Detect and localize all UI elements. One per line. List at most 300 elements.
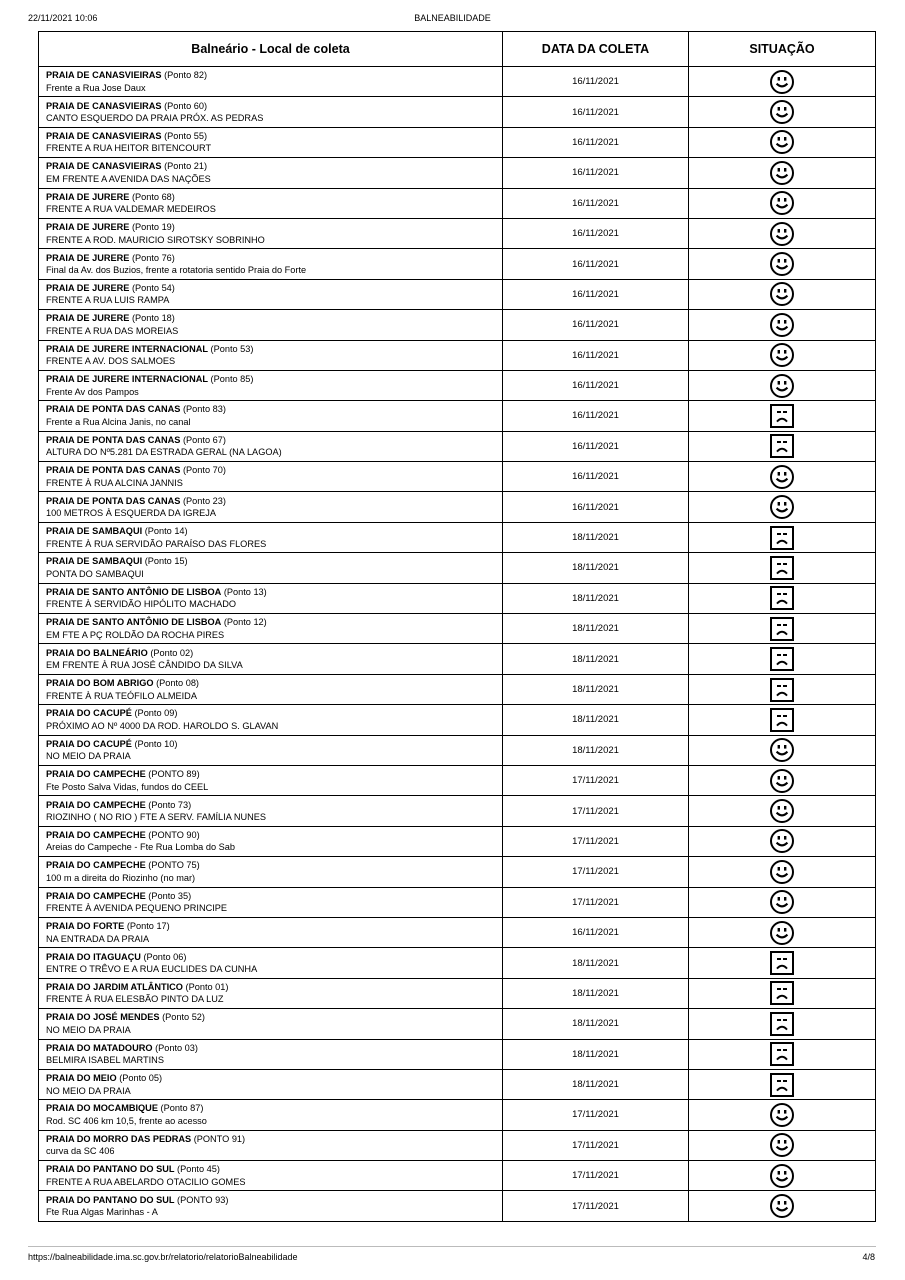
location-cell — [39, 978, 503, 1008]
beach-name: PRAIA DO PANTANO DO SUL — [46, 1194, 175, 1205]
table-row — [39, 705, 876, 735]
status-cell — [689, 583, 876, 613]
status-cell — [689, 948, 876, 978]
collection-location: FRENTE À RUA TEÓFILO ALMEIDA — [46, 690, 197, 701]
status-cell — [689, 887, 876, 917]
table-row — [39, 401, 876, 431]
location-cell — [39, 765, 503, 795]
collection-location: FRENTE A RUA LUIS RAMPA — [46, 295, 170, 306]
collection-date: 16/11/2021 — [503, 97, 689, 127]
status-cell — [689, 279, 876, 309]
table-row — [39, 97, 876, 127]
collection-date: 16/11/2021 — [503, 218, 689, 248]
status-cell — [689, 1069, 876, 1099]
collection-date: 17/11/2021 — [503, 887, 689, 917]
collection-date: 18/11/2021 — [503, 553, 689, 583]
point-id: (Ponto 13) — [223, 586, 267, 597]
beach-name: PRAIA DE JURERE — [46, 313, 130, 324]
collection-location: FRENTE À SERVIDÃO HIPÓLITO MACHADO — [46, 599, 237, 610]
beach-name: PRAIA DE SAMBAQUI — [46, 556, 143, 567]
collection-date: 17/11/2021 — [503, 857, 689, 887]
point-id: (PONTO 89) — [148, 769, 200, 780]
table-row — [39, 887, 876, 917]
beach-name: PRAIA DO CAMPECHE — [46, 799, 146, 810]
location-cell — [39, 1039, 503, 1069]
status-cell — [689, 1191, 876, 1221]
collection-location: Final da Av. dos Buzios, frente a rotatoria sentido Praia do Forte — [46, 265, 307, 276]
point-id: (Ponto 14) — [144, 526, 188, 537]
beach-name: PRAIA DO JOSÉ MENDES — [46, 1012, 160, 1023]
beach-name: PRAIA DO MEIO — [46, 1073, 117, 1084]
smiley-icon — [689, 221, 875, 247]
collection-location: ENTRE O TRÊVO E A RUA EUCLIDES DA CUNHA — [46, 964, 258, 975]
sad-square-icon — [689, 433, 875, 459]
status-cell — [689, 188, 876, 218]
collection-location: Frente a Rua Jose Daux — [46, 82, 146, 93]
location-cell — [39, 67, 503, 97]
beach-name: PRAIA DO MOCAMBIQUE — [46, 1103, 158, 1114]
beach-name: PRAIA DO CAMPECHE — [46, 829, 146, 840]
location-cell — [39, 279, 503, 309]
collection-location: BELMIRA ISABEL MARTINS — [46, 1055, 164, 1066]
print-url: https://balneabilidade.ima.sc.gov.br/relatorio/relatorioBalneabilidade — [28, 1252, 298, 1262]
collection-location: FRENTE À RUA ELESBÃO PINTO DA LUZ — [46, 994, 224, 1005]
collection-location: EM FTE A PÇ ROLDÃO DA ROCHA PIRES — [46, 629, 225, 640]
location-cell — [39, 796, 503, 826]
location-cell — [39, 826, 503, 856]
point-id: (Ponto 09) — [134, 708, 178, 719]
column-header-status: SITUAÇÃO — [689, 32, 876, 67]
collection-location: 100 m a direita do Riozinho (no mar) — [46, 872, 196, 883]
table-row — [39, 188, 876, 218]
point-id: (Ponto 70) — [182, 465, 226, 476]
table-row — [39, 522, 876, 552]
status-cell — [689, 67, 876, 97]
point-id: (Ponto 53) — [210, 343, 254, 354]
collection-date: 17/11/2021 — [503, 1161, 689, 1191]
status-cell — [689, 857, 876, 887]
status-cell — [689, 765, 876, 795]
location-cell — [39, 522, 503, 552]
collection-location: Frente a Rua Alcina Janis, no canal — [46, 416, 191, 427]
smiley-icon — [689, 737, 875, 763]
point-id: (Ponto 82) — [164, 70, 208, 81]
status-cell — [689, 644, 876, 674]
collection-date: 16/11/2021 — [503, 401, 689, 431]
collection-date: 17/11/2021 — [503, 1100, 689, 1130]
point-id: (Ponto 87) — [160, 1103, 204, 1114]
point-id: (Ponto 19) — [131, 222, 175, 233]
collection-location: ALTURA DO Nº5.281 DA ESTRADA GERAL (NA LAGOA) — [46, 447, 282, 458]
collection-date: 18/11/2021 — [503, 1009, 689, 1039]
collection-location: RIOZINHO ( NO RIO ) FTE A SERV. FAMÍLIA NUNES — [46, 812, 267, 823]
collection-location: FRENTE A RUA VALDEMAR MEDEIROS — [46, 204, 216, 215]
sad-square-icon — [689, 1011, 875, 1037]
collection-date: 16/11/2021 — [503, 279, 689, 309]
collection-date: 18/11/2021 — [503, 1039, 689, 1069]
point-id: (Ponto 52) — [162, 1012, 205, 1023]
collection-location: PRÓXIMO AO Nº 4000 DA ROD. HAROLDO S. GLAVAN — [46, 720, 279, 731]
smiley-icon — [689, 69, 875, 95]
table-row — [39, 67, 876, 97]
table-row — [39, 431, 876, 461]
location-cell — [39, 1191, 503, 1221]
sad-square-icon — [689, 646, 875, 672]
smiley-icon — [689, 160, 875, 186]
point-id: (Ponto 67) — [182, 434, 226, 445]
table-row — [39, 1130, 876, 1160]
smiley-icon — [689, 190, 875, 216]
footer-divider — [28, 1246, 876, 1247]
table-header-row — [39, 32, 876, 67]
table-row — [39, 1009, 876, 1039]
collection-date: 18/11/2021 — [503, 1069, 689, 1099]
collection-location: EM FRENTE A AVENIDA DAS NAÇÕES — [46, 173, 211, 184]
point-id: (PONTO 75) — [148, 860, 200, 871]
beach-name: PRAIA DO BALNEÁRIO — [46, 647, 148, 658]
collection-location: 100 METROS À ESQUERDA DA IGREJA — [46, 508, 217, 519]
collection-location: PONTA DO SAMBAQUI — [46, 568, 144, 579]
table-row — [39, 978, 876, 1008]
collection-location: FRENTE A RUA DAS MOREIAS — [46, 325, 179, 336]
collection-date: 17/11/2021 — [503, 765, 689, 795]
status-cell — [689, 97, 876, 127]
beach-name: PRAIA DO ITAGUAÇU — [46, 951, 141, 962]
status-cell — [689, 796, 876, 826]
collection-location: FRENTE À RUA ALCINA JANNIS — [46, 477, 183, 488]
collection-date: 16/11/2021 — [503, 370, 689, 400]
point-id: (Ponto 76) — [131, 252, 175, 263]
table-row — [39, 462, 876, 492]
status-cell — [689, 614, 876, 644]
collection-date: 18/11/2021 — [503, 583, 689, 613]
collection-date: 18/11/2021 — [503, 705, 689, 735]
point-id: (Ponto 85) — [210, 374, 254, 385]
sad-square-icon — [689, 585, 875, 611]
collection-location: NO MEIO DA PRAIA — [46, 1024, 131, 1035]
collection-location: NO MEIO DA PRAIA — [46, 751, 131, 762]
table-row — [39, 1161, 876, 1191]
collection-location: Fte Posto Salva Vidas, fundos do CEEL — [46, 781, 209, 792]
point-id: (Ponto 03) — [155, 1042, 198, 1053]
location-cell — [39, 917, 503, 947]
table-row — [39, 796, 876, 826]
point-id: (Ponto 05) — [119, 1073, 163, 1084]
location-cell — [39, 310, 503, 340]
smiley-icon — [689, 99, 875, 125]
point-id: (Ponto 35) — [148, 890, 192, 901]
smiley-icon — [689, 494, 875, 520]
table-row — [39, 492, 876, 522]
status-cell — [689, 310, 876, 340]
smiley-icon — [689, 1102, 875, 1128]
collection-location: CANTO ESQUERDO DA PRAIA PRÓX. AS PEDRAS — [46, 113, 264, 124]
collection-date: 18/11/2021 — [503, 644, 689, 674]
beach-name: PRAIA DE SAMBAQUI — [46, 526, 143, 537]
collection-location: FRENTE A RUA HEITOR BITENCOURT — [46, 143, 212, 154]
point-id: (PONTO 91) — [193, 1133, 246, 1144]
beach-name: PRAIA DE JURERE INTERNACIONAL — [46, 374, 208, 385]
location-cell — [39, 462, 503, 492]
beach-name: PRAIA DO JARDIM ATLÂNTICO — [46, 981, 183, 992]
sad-square-icon — [689, 707, 875, 733]
beach-name: PRAIA DE CANASVIEIRAS — [46, 70, 162, 81]
point-id: (Ponto 01) — [185, 981, 229, 992]
beach-name: PRAIA DE SANTO ANTÔNIO DE LISBOA — [46, 617, 222, 628]
location-cell — [39, 948, 503, 978]
collection-date: 18/11/2021 — [503, 614, 689, 644]
status-cell — [689, 522, 876, 552]
table-row — [39, 1039, 876, 1069]
beach-name: PRAIA DO MORRO DAS PEDRAS — [46, 1133, 192, 1144]
sad-square-icon — [689, 1041, 875, 1067]
status-cell — [689, 1009, 876, 1039]
sad-square-icon — [689, 980, 875, 1006]
beach-name: PRAIA DE PONTA DAS CANAS — [46, 465, 181, 476]
status-cell — [689, 340, 876, 370]
column-header-location: Balneário - Local de coleta — [39, 32, 503, 67]
point-id: (Ponto 83) — [182, 404, 226, 415]
point-id: (Ponto 17) — [126, 921, 170, 932]
location-cell — [39, 1130, 503, 1160]
table-row — [39, 310, 876, 340]
point-id: (PONTO 90) — [148, 829, 200, 840]
table-row — [39, 553, 876, 583]
smiley-icon — [689, 312, 875, 338]
table-row — [39, 674, 876, 704]
status-cell — [689, 158, 876, 188]
table-row — [39, 370, 876, 400]
table-row — [39, 735, 876, 765]
collection-date: 16/11/2021 — [503, 249, 689, 279]
beach-name: PRAIA DE PONTA DAS CANAS — [46, 434, 181, 445]
table-row — [39, 1191, 876, 1221]
status-cell — [689, 249, 876, 279]
beach-name: PRAIA DE CANASVIEIRAS — [46, 130, 162, 141]
point-id: (Ponto 55) — [164, 130, 208, 141]
collection-date: 17/11/2021 — [503, 826, 689, 856]
status-cell — [689, 826, 876, 856]
beach-name: PRAIA DE JURERE — [46, 191, 130, 202]
point-id: (Ponto 68) — [131, 191, 175, 202]
location-cell — [39, 674, 503, 704]
status-cell — [689, 462, 876, 492]
beach-name: PRAIA DO CAMPECHE — [46, 860, 146, 871]
status-cell — [689, 553, 876, 583]
beach-name: PRAIA DO FORTE — [46, 921, 125, 932]
location-cell — [39, 614, 503, 644]
table-row — [39, 249, 876, 279]
status-cell — [689, 735, 876, 765]
table-row — [39, 765, 876, 795]
status-cell — [689, 674, 876, 704]
status-cell — [689, 705, 876, 735]
location-cell — [39, 1009, 503, 1039]
status-cell — [689, 978, 876, 1008]
collection-date: 16/11/2021 — [503, 310, 689, 340]
point-id: (Ponto 54) — [131, 282, 175, 293]
location-cell — [39, 705, 503, 735]
point-id: (PONTO 93) — [177, 1194, 229, 1205]
table-row — [39, 218, 876, 248]
beach-name: PRAIA DO BOM ABRIGO — [46, 678, 154, 688]
page-number: 4/8 — [862, 1252, 875, 1262]
beach-name: PRAIA DE JURERE — [46, 252, 130, 263]
beach-name: PRAIA DE JURERE — [46, 222, 130, 233]
location-cell — [39, 857, 503, 887]
beach-name: PRAIA DE JURERE — [46, 282, 130, 293]
smiley-icon — [689, 464, 875, 490]
beach-name: PRAIA DO CAMPECHE — [46, 769, 146, 780]
point-id: (Ponto 06) — [143, 951, 187, 962]
print-title: BALNEABILIDADE — [414, 13, 491, 23]
table-row — [39, 583, 876, 613]
beach-name: PRAIA DE PONTA DAS CANAS — [46, 404, 181, 415]
beach-name: PRAIA DE PONTA DAS CANAS — [46, 495, 181, 506]
collection-date: 16/11/2021 — [503, 67, 689, 97]
location-cell — [39, 583, 503, 613]
status-cell — [689, 431, 876, 461]
smiley-icon — [689, 281, 875, 307]
smiley-icon — [689, 828, 875, 854]
beach-name: PRAIA DO CACUPÉ — [46, 738, 132, 749]
collection-location: curva da SC 406 — [46, 1146, 115, 1157]
location-cell — [39, 887, 503, 917]
collection-date: 16/11/2021 — [503, 158, 689, 188]
status-cell — [689, 370, 876, 400]
smiley-icon — [689, 129, 875, 155]
beach-name: PRAIA DO MATADOURO — [46, 1042, 153, 1053]
smiley-icon — [689, 920, 875, 946]
collection-date: 18/11/2021 — [503, 948, 689, 978]
collection-date: 16/11/2021 — [503, 431, 689, 461]
collection-location: Rod. SC 406 km 10,5, frente ao acesso — [46, 1115, 207, 1126]
location-cell — [39, 218, 503, 248]
beach-name: PRAIA DO CAMPECHE — [46, 890, 146, 901]
point-id: (Ponto 60) — [164, 100, 208, 111]
table-row — [39, 279, 876, 309]
status-cell — [689, 127, 876, 157]
location-cell — [39, 249, 503, 279]
collection-date: 16/11/2021 — [503, 188, 689, 218]
collection-date: 18/11/2021 — [503, 522, 689, 552]
point-id: (Ponto 08) — [156, 678, 199, 688]
location-cell — [39, 370, 503, 400]
smiley-icon — [689, 768, 875, 794]
point-id: (Ponto 18) — [131, 313, 175, 324]
collection-date: 17/11/2021 — [503, 1130, 689, 1160]
table-row — [39, 644, 876, 674]
smiley-icon — [689, 798, 875, 824]
location-cell — [39, 1100, 503, 1130]
smiley-icon — [689, 1163, 875, 1189]
collection-location: Fte Rua Algas Marinhas - A — [46, 1207, 158, 1218]
beach-name: PRAIA DE CANASVIEIRAS — [46, 161, 162, 172]
sad-square-icon — [689, 1072, 875, 1098]
collection-date: 17/11/2021 — [503, 1191, 689, 1221]
table-row — [39, 614, 876, 644]
collection-date: 16/11/2021 — [503, 127, 689, 157]
table-row — [39, 857, 876, 887]
sad-square-icon — [689, 403, 875, 429]
table-row — [39, 1100, 876, 1130]
collection-location: FRENTE A RUA ABELARDO OTACILIO GOMES — [46, 1176, 246, 1187]
balneabilidade-table — [38, 31, 876, 1222]
status-cell — [689, 492, 876, 522]
sad-square-icon — [689, 555, 875, 581]
table-row — [39, 127, 876, 157]
location-cell — [39, 492, 503, 522]
status-cell — [689, 1130, 876, 1160]
smiley-icon — [689, 373, 875, 399]
table-row — [39, 158, 876, 188]
collection-date: 18/11/2021 — [503, 978, 689, 1008]
location-cell — [39, 97, 503, 127]
beach-name: PRAIA DO PANTANO DO SUL — [46, 1164, 175, 1175]
collection-location: FRENTE A ROD. MAURICIO SIROTSKY SOBRINHO — [46, 234, 265, 245]
smiley-icon — [689, 1193, 875, 1219]
point-id: (Ponto 73) — [148, 799, 192, 810]
smiley-icon — [689, 342, 875, 368]
location-cell — [39, 340, 503, 370]
sad-square-icon — [689, 616, 875, 642]
collection-location: FRENTE À AVENIDA PEQUENO PRINCIPE — [46, 903, 228, 914]
collection-location: NO MEIO DA PRAIA — [46, 1085, 131, 1096]
beach-name: PRAIA DE JURERE INTERNACIONAL — [46, 343, 208, 354]
point-id: (Ponto 02) — [150, 647, 194, 658]
collection-date: 16/11/2021 — [503, 917, 689, 947]
location-cell — [39, 1069, 503, 1099]
table-row — [39, 340, 876, 370]
collection-location: EM FRENTE À RUA JOSÉ CÂNDIDO DA SILVA — [46, 660, 243, 671]
collection-date: 18/11/2021 — [503, 735, 689, 765]
status-cell — [689, 218, 876, 248]
smiley-icon — [689, 1132, 875, 1158]
collection-date: 16/11/2021 — [503, 340, 689, 370]
location-cell — [39, 401, 503, 431]
point-id: (Ponto 21) — [164, 161, 208, 172]
table-row — [39, 917, 876, 947]
collection-location: Frente Av dos Pampos — [46, 386, 139, 397]
location-cell — [39, 1161, 503, 1191]
status-cell — [689, 1100, 876, 1130]
sad-square-icon — [689, 525, 875, 551]
collection-date: 16/11/2021 — [503, 462, 689, 492]
collection-location: FRENTE À RUA SERVIDÃO PARAÍSO DAS FLORES — [46, 538, 267, 549]
smiley-icon — [689, 889, 875, 915]
collection-location: FRENTE A AV. DOS SALMOES — [46, 356, 176, 367]
collection-location: NA ENTRADA DA PRAIA — [46, 933, 150, 944]
print-datetime: 22/11/2021 10:06 — [28, 13, 98, 23]
collection-location: Areias do Campeche - Fte Rua Lomba do Sab — [46, 842, 235, 853]
point-id: (Ponto 23) — [182, 495, 226, 506]
location-cell — [39, 431, 503, 461]
table-row — [39, 948, 876, 978]
point-id: (Ponto 10) — [134, 738, 178, 749]
collection-date: 17/11/2021 — [503, 796, 689, 826]
location-cell — [39, 127, 503, 157]
status-cell — [689, 1039, 876, 1069]
beach-name: PRAIA DE SANTO ANTÔNIO DE LISBOA — [46, 586, 222, 597]
column-header-date: DATA DA COLETA — [503, 32, 689, 67]
point-id: (Ponto 12) — [223, 617, 267, 628]
location-cell — [39, 735, 503, 765]
table-row — [39, 826, 876, 856]
location-cell — [39, 158, 503, 188]
table-body — [39, 67, 876, 1222]
collection-date: 16/11/2021 — [503, 492, 689, 522]
status-cell — [689, 917, 876, 947]
